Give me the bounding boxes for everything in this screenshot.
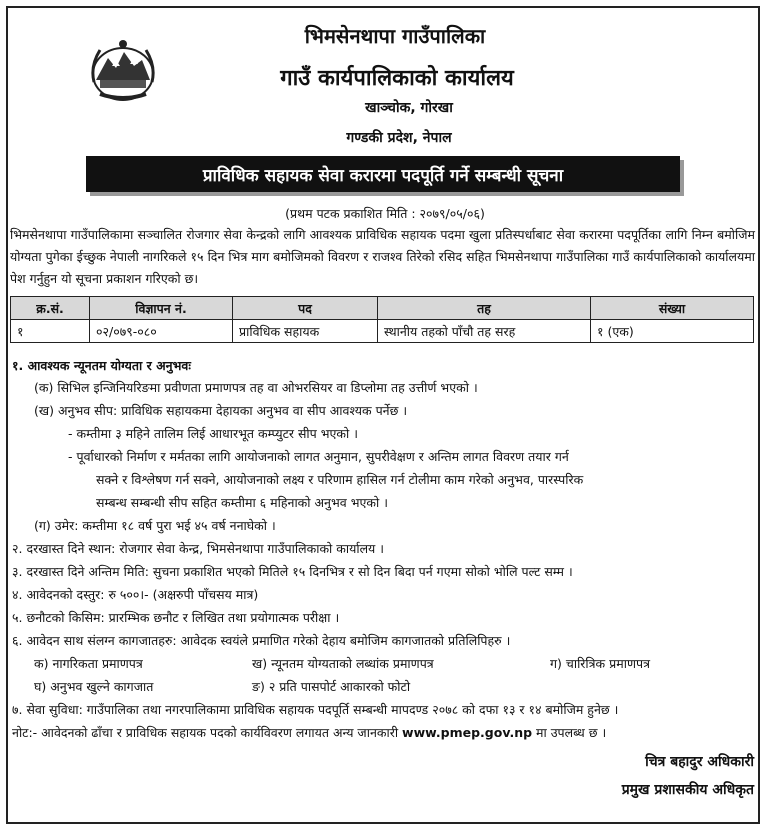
table-cell: स्थानीय तहको पाँचौ तह सरह xyxy=(378,320,591,343)
table-cell: प्राविधिक सहायक xyxy=(233,320,378,343)
note-text-end: मा उपलब्ध छ । xyxy=(532,725,607,740)
skill-bullet-2-cont: सक्ने र विश्लेषण गर्न सक्ने, आयोजनाको लक्ष्य र परिणाम हासिल गर्न टोलीमा काम गरेको अनुभव, पारस्परिक xyxy=(96,472,584,487)
skill-bullet-1: - कम्तीमा ३ महिने तालिम लिई आधारभूत कम्प्युटर सीप भएको । xyxy=(68,426,358,441)
table-row xyxy=(11,320,754,343)
signatory-designation: प्रमुख प्रशासकीय अधिकृत xyxy=(621,782,754,798)
notice-title-banner: प्राविधिक सहायक सेवा करारमा पदपूर्ति गर्ने सम्बन्धी सूचना xyxy=(86,156,680,192)
section-3: ३. दरखास्त दिने अन्तिम मिति: सुचना प्रकाशित भएको मितिले १५ दिनभित्र र सो दिन बिदा पर्न गएमा सोको भोलि पल्ट सम्म । xyxy=(12,564,573,579)
note-text: नोट:- आवेदनको ढाँचा र प्राविधिक सहायक पदको कार्यविवरण लगायत अन्य जानकारी xyxy=(12,725,403,740)
document-ga: ग) चारित्रिक प्रमाणपत्र xyxy=(550,656,650,671)
column-header: क्र.सं. xyxy=(11,297,90,320)
table-cell: १ (एक) xyxy=(591,320,754,343)
published-date: (प्रथम पटक प्रकाशित मिति : २०७९/०५/०६) xyxy=(285,206,485,221)
document-kha: ख) न्यूनतम योग्यताको लब्धांक प्रमाणपत्र xyxy=(252,656,434,671)
table-cell: १ xyxy=(11,320,90,343)
municipality-name: भिमसेनथापा गाउँपालिका xyxy=(304,24,486,48)
vacancy-table xyxy=(10,296,754,343)
note-line xyxy=(12,724,606,741)
document-nga: ङ) २ प्रति पासपोर्ट आकारको फोटो xyxy=(252,679,411,694)
office-name: गाउँ कार्यपालिकाको कार्यालय xyxy=(280,66,514,91)
section-5: ५. छनौटको किसिम: प्रारम्भिक छनौट र लिखित तथा प्रयोगात्मक परीक्षा । xyxy=(12,610,340,625)
qualification-ka: (क) सिभिल इन्जिनियरिङमा प्रवीणता प्रमाणपत्र तह वा ओभरसियर वा डिप्लोमा तह उत्तीर्ण भएको । xyxy=(34,380,478,395)
section-2: २. दरखास्त दिने स्थान: रोजगार सेवा केन्द्र, भिमसेनथापा गाउँपालिकाको कार्यालय । xyxy=(12,541,385,556)
signatory-name: चित्र बहादुर अधिकारी xyxy=(645,754,754,770)
column-header: विज्ञापन नं. xyxy=(90,297,233,320)
skill-bullet-2: - पूर्वाधारको निर्माण र मर्मतका लागि आयोजनाको लागत अनुमान, सुपरीवेक्षण र अन्तिम लागत विवरण तयार गर्न xyxy=(68,449,569,464)
intro-paragraph: भिमसेनथापा गाउँपालिकामा सञ्चालित रोजगार सेवा केन्द्रको लागि आवश्यक प्राविधिक सहायक पदमा खुला प्रतिस्पर्धाबाट सेवा करारमा पदपूर्तिका लागि निम्न बमोजिम योग्यता पुगेका ईच्छुक नेपाली नागरिकले १५ दिन भित्र माग बमोजिमको विवरण र राजश्व तिरेको रसिद सहित भिमसेनथापा गाउँपालिका गाउँ कार्यपालिकाको कार्यालयमा पेश गर्नुहुन यो सूचना प्रकाशन गरिएको छ। xyxy=(10,227,755,286)
document-gha: घ) अनुभव खुल्ने कागजात xyxy=(34,679,154,694)
qualification-kha: (ख) अनुभव सीप: प्राविधिक सहायकमा देहायका अनुभव वा सीप आवश्यक पर्नेछ । xyxy=(34,403,408,418)
qualification-ga: (ग) उमेर: कम्तीमा १८ वर्ष पुरा भई ४५ वर्ष ननाघेको । xyxy=(34,518,276,533)
section-6: ६. आवेदन साथ संलग्न कागजातहरु: आवेदक स्वयंले प्रमाणित गरेको देहाय बमोजिम कागजातको प्रतिलिपिहरु । xyxy=(12,633,511,648)
column-header: तह xyxy=(378,297,591,320)
column-header: संख्या xyxy=(591,297,754,320)
table-header-row xyxy=(11,297,754,320)
section-7: ७. सेवा सुविधा: गाउँपालिका तथा नगरपालिकामा प्राविधिक सहायक पदपूर्ति सम्बन्धी मापदण्ड २०७८ को दफा १३ र १४ बमोजिम हुनेछ । xyxy=(12,702,619,717)
table-cell: ०२/०७९-०८० xyxy=(90,320,233,343)
section-4: ४. आवेदनको दस्तुर: रु ५००।- (अक्षरुपी पाँचसय मात्र) xyxy=(12,587,259,602)
section-1-title: १. आवश्यक न्यूनतम योग्यता र अनुभवः xyxy=(12,358,191,373)
office-location: खाञ्चोक, गोरखा xyxy=(365,100,453,116)
column-header: पद xyxy=(233,297,378,320)
website-link[interactable]: www.pmep.gov.np xyxy=(402,725,533,740)
province-name: गण्डकी प्रदेश, नेपाल xyxy=(346,130,452,146)
document-ka: क) नागरिकता प्रमाणपत्र xyxy=(34,656,143,671)
skill-bullet-2-cont: सम्बन्ध सम्बन्धी सीप सहित कम्तीमा ६ महिनाको अनुभव भएको । xyxy=(96,495,388,510)
